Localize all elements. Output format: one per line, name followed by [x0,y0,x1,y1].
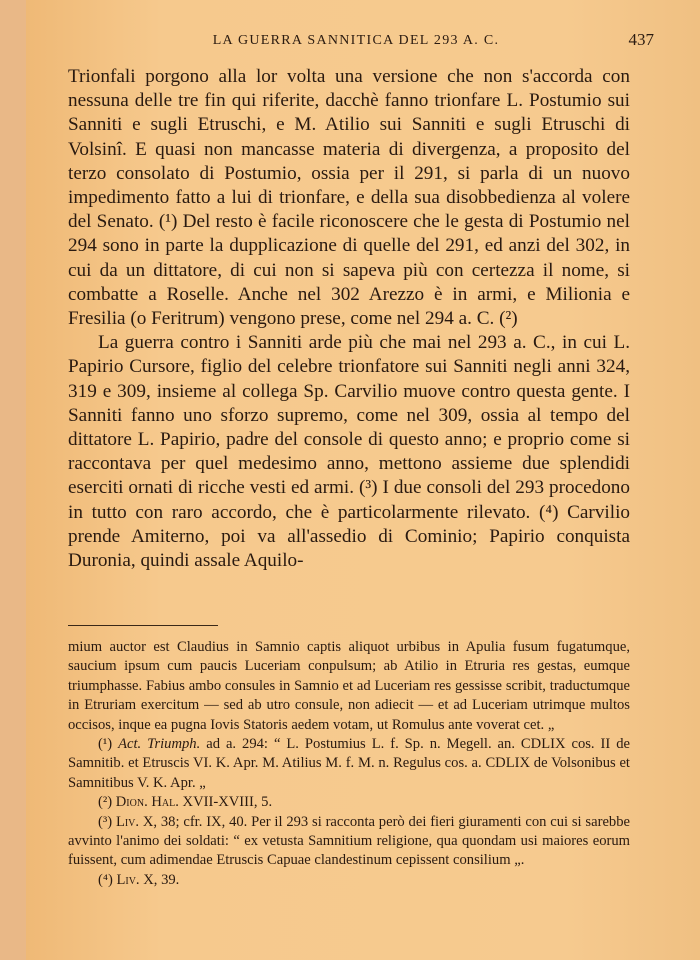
footnote-text: ad a. 294: “ L. Postumius L. f. Sp. n. Megell. an. CDLIX cos. II de Samnitib. et Etruscis VI. K. Apr. M. Atilius M. f. M. n. Regulus cos. a. CDLIX de Volsonibus et Samnitibus V. K. Apr. „ [68,736,630,791]
book-page [26,0,700,960]
footnote-continuation: mium auctor est Claudius in Samnio captis aliquot urbibus in Apulia fusum fugatumque, saucium ipsum cum paucis Luceriam conpulsum; ab Atilio in Etruria res gestas, eumque triumphasse. Fabius ambo consules in Samnio et ad Luceriam res gessisse scribit, traductumque in Etruriam exercitum — sed ab utro consule, non adiecit — et ad Luceriam utrimque multos occisos, inque ea pugna Iovis Statoris aedem votam, ut Romulus ante voverat cet. „ [68,639,630,733]
footnotes [68,638,630,890]
footnote-marker: (³) [98,813,113,830]
footnote-4 [68,871,630,890]
footnote-reference: Dion. Hal. [115,794,179,811]
paragraph: La guerra contro i Sanniti arde più che mai nel 293 a. C., in cui L. Papirio Cursore, figlio del celebre trionfatore sui Sanniti negli anni 324, 319 e 309, insieme al collega Sp. Carvilio muove contro questa gente. I Sanniti fanno uno sforzo supremo, come nel 309, ossia al tempo del dittatore L. Papirio, padre del console di questo anno; e proprio come si raccontava per quel medesimo anno, mettono assieme due splendidi eserciti ornati di ricche vesti ed armi. (³) I due consoli del 293 procedono in tutto con raro accordo, che è particolarmente rilevato. (⁴) Carvilio prende Amiterno, poi va all'assedio di Cominio; Papirio conquista Duronia, quindi assale Aquilo- [68,332,630,572]
footnote-text: XVII-XVIII, 5. [178,794,273,811]
paragraph: Trionfali porgono alla lor volta una versione che non s'accorda con nessuna delle tre fin qui riferite, dacchè fanno trionfare L. Postumio sui Sanniti e sugli Etruschi, e M. Atilio sui Sanniti e sugli Etruschi di Volsinî. E quasi non mancasse materia di divergenza, a proposito del terzo consolato di Postumio, ossia per il 291, si parla di un nuovo impedimento fatto a lui di trionfare, e della sua disobbedienza al volere del Senato. (¹) Del resto è facile riconoscere che le gesta di Postumio nel 294 sono in parte la dupplicazione di quelle del 291, ed anzi del 302, in cui da un dittatore, di cui non si sapeva più con certezza il nome, si combatte a Roselle. Anche nel 302 Arezzo è in armi, e Milionia e Fresilia (o Feritrum) vengono prese, come nel 294 a. C. (²) [68,66,630,330]
running-title: LA GUERRA SANNITICA DEL 293 A. C. [212,33,500,48]
page-number: 437 [628,30,654,49]
footnote-marker: (⁴) [98,871,113,888]
footnote-2 [68,793,630,812]
running-header [66,30,654,49]
footnote-marker: (²) [98,794,113,811]
footnote-reference: Act. Triumph. [118,736,201,753]
footnote-text: X, 38; cfr. IX, 40. Per il 293 si racconta però dei fieri giuramenti con cui si sarebbe avvinto l'animo dei soldati: “ ex vetusta Samnitium religione, qua quondam usi maiores eorum fuissent, cum adimendae Etruscis Capuae clandestinum cepissent consilium „. [68,813,630,869]
main-text [68,65,630,573]
footnote-marker: (¹) [98,736,113,753]
footnote-text: X, 39. [139,871,180,888]
footnote-3 [68,813,630,871]
footnote-reference: Liv. [116,871,140,888]
footnote-reference: Liv. [115,813,140,830]
footnote-1 [68,735,630,793]
footnote-divider [68,625,218,626]
